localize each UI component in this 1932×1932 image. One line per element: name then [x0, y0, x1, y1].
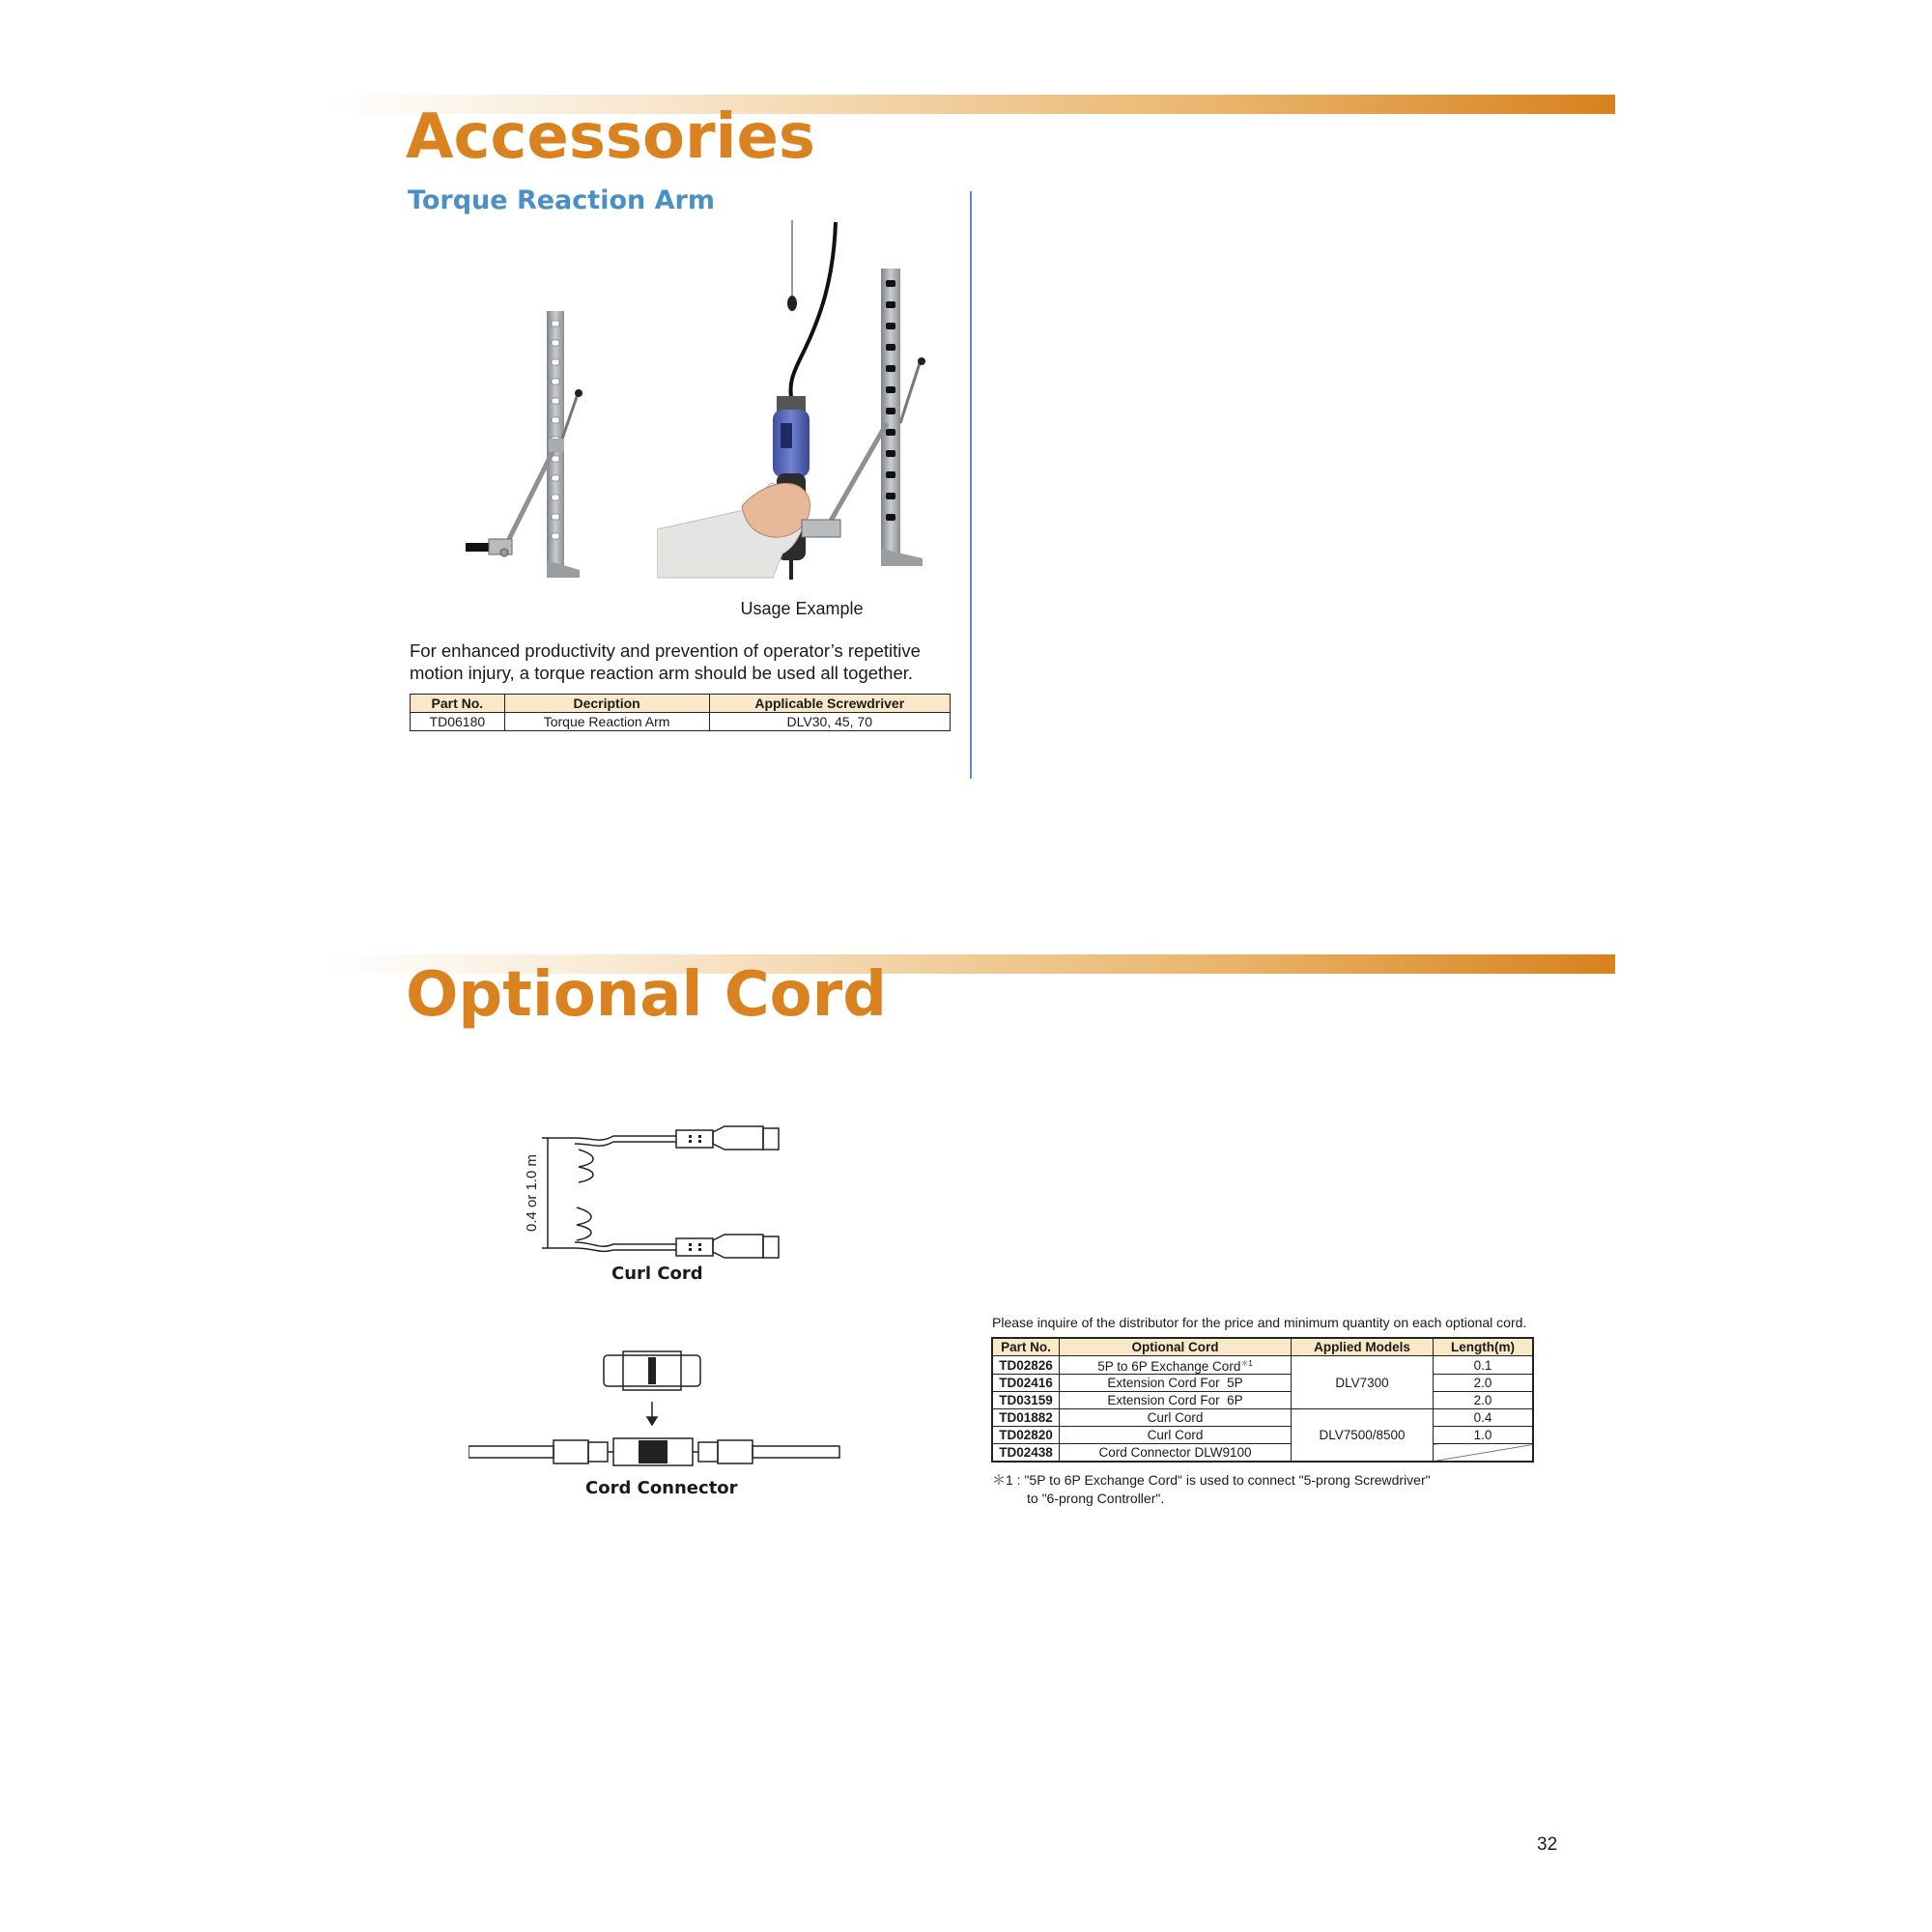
usage-example-photo: [657, 220, 947, 580]
cell-optional-cord: Cord Connector DLW9100: [1060, 1444, 1292, 1463]
cell-description: Torque Reaction Arm: [504, 713, 709, 731]
cell-part-no: TD02826: [992, 1356, 1060, 1375]
cell-length: 0.1: [1434, 1356, 1534, 1375]
table-row: [992, 1356, 1533, 1375]
cell-part-no: TD02416: [992, 1375, 1060, 1392]
curl-cord-drawing: [517, 1121, 807, 1265]
cell-length: 2.0: [1434, 1375, 1534, 1392]
table-row: [992, 1392, 1533, 1409]
cord-connector-label: Cord Connector: [585, 1478, 738, 1498]
curl-cord-label: Curl Cord: [611, 1264, 703, 1284]
cell-optional-cord: Curl Cord: [1060, 1409, 1292, 1427]
footnote-line-1: ＊1 : "5P to 6P Exchange Cord" is used to connect "5-prong Screwdriver": [992, 1472, 1431, 1488]
cell-part-no: TD03159: [992, 1392, 1060, 1409]
cell-length: 0.4: [1434, 1409, 1534, 1427]
footnote: [992, 1471, 1431, 1508]
cell-part-no: TD01882: [992, 1409, 1060, 1427]
torque-arm-description: [410, 639, 951, 684]
cell-applied-models: DLV7300: [1292, 1356, 1434, 1409]
cell-screwdriver: DLV30, 45, 70: [709, 713, 950, 731]
optional-cord-title: Optional Cord: [406, 959, 887, 1031]
torque-arm-table: [410, 694, 951, 731]
table-row: [992, 1427, 1533, 1444]
column-divider: [970, 191, 972, 779]
description-line-1: For enhanced productivity and prevention of operator’s repetitive: [410, 640, 921, 661]
cell-part-no: TD02820: [992, 1427, 1060, 1444]
page-number: 32: [1537, 1834, 1558, 1855]
cell-optional-cord: Extension Cord For 5P: [1060, 1375, 1292, 1392]
curl-dimension-label: 0.4 or 1.0 m: [524, 1153, 540, 1233]
col-part-no: Part No.: [411, 695, 505, 713]
cell-part-no: TD06180: [411, 713, 505, 731]
cell-optional-cord: Curl Cord: [1060, 1427, 1292, 1444]
cell-optional-cord: 5P to 6P Exchange Cord$^{*1}$: [1060, 1356, 1292, 1375]
col-applicable-screwdriver: Applicable Screwdriver: [709, 695, 950, 713]
table-row: [992, 1444, 1533, 1463]
table-row: [992, 1375, 1533, 1392]
cell-length-empty: [1434, 1444, 1534, 1463]
footnote-line-2: to "6-prong Controller".: [1027, 1491, 1165, 1506]
footnote-mark: ＊1: [1240, 1359, 1253, 1368]
cell-part-no: TD02438: [992, 1444, 1060, 1463]
col-length: Length(m): [1434, 1338, 1534, 1356]
cell-length: 1.0: [1434, 1427, 1534, 1444]
col-optional-cord: Optional Cord: [1060, 1338, 1292, 1356]
description-line-2: motion injury, a torque reaction arm should be used all together.: [410, 663, 914, 683]
table-row: [992, 1409, 1533, 1427]
cell-optional-cord: Extension Cord For 6P: [1060, 1392, 1292, 1409]
cell-applied-models: DLV7500/8500: [1292, 1409, 1434, 1463]
table-header-row: [411, 695, 951, 713]
price-inquiry-note: Please inquire of the distributor for the price and minimum quantity on each optional cord.: [992, 1315, 1527, 1330]
usage-example-caption: Usage Example: [740, 599, 864, 618]
cell-length: 2.0: [1434, 1392, 1534, 1409]
cord-connector-drawing: [469, 1348, 855, 1473]
table-row: [411, 713, 951, 731]
col-description: Decription: [504, 695, 709, 713]
table-header-row: [992, 1338, 1533, 1356]
col-part-no: Part No.: [992, 1338, 1060, 1356]
accessories-title: Accessories: [406, 101, 815, 173]
torque-arm-photo: [454, 299, 599, 580]
torque-arm-subtitle: Torque Reaction Arm: [408, 185, 715, 215]
optional-cord-table: [991, 1337, 1534, 1463]
col-applied-models: Applied Models: [1292, 1338, 1434, 1356]
